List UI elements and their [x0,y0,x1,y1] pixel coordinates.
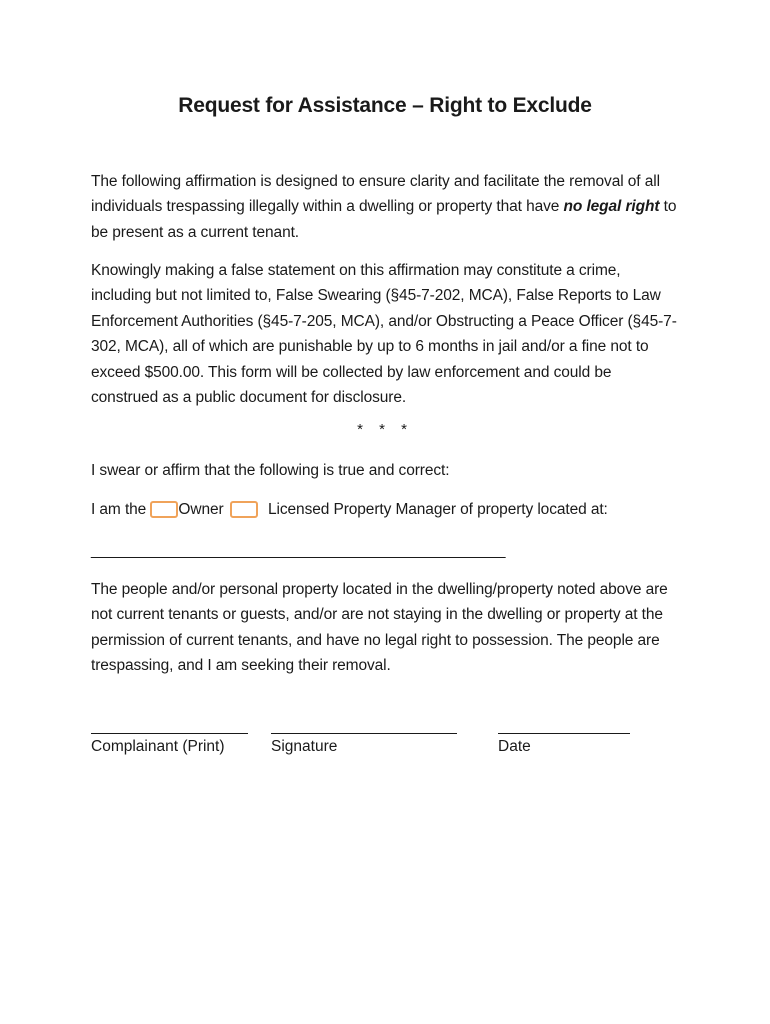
complainant-line[interactable] [91,719,248,734]
signature-label: Signature [271,738,338,755]
intro-paragraph [91,169,681,245]
owner-checkbox[interactable] [150,501,178,518]
document-title: Request for Assistance – Right to Exclude [178,94,592,117]
declaration-paragraph: The people and/or personal property located in the dwelling/property noted above are not current tenants or guests, and/or are not staying in the dwelling or property at the permission of current tenants, and have no legal right to possession. The people are trespassing, and I am seeking their removal. [91,581,668,675]
role-prefix: I am the [91,501,147,518]
date-line[interactable] [498,719,630,734]
signature-line[interactable] [271,719,457,734]
intro-emphasis: no legal right [563,198,660,216]
address-field[interactable]: __________________________________________________________ [91,542,504,559]
section-separator: * * * [357,421,413,438]
warning-paragraph: Knowingly making a false statement on this affirmation may constitute a crime, including but not limited to, False Swearing (§45-7-202, MCA), False Reports to Law Enforcement Authorities (§45-7-205, MCA), and/or Obstructing a Peace Officer (§45-7-302, MCA), all of which are punishable by up to 6 months in jail and/or a fine not to exceed $500.00. This form will be collected by law enforcement and could be construed as a public document for disclosure. [91,262,677,407]
intro-text-before: The following affirmation is designed to ensure clarity and facilitate the removal of all individuals trespassing illegally within a dwelling or property that have [91,173,660,216]
date-label: Date [498,738,531,755]
manager-label: Licensed Property Manager of property located at: [268,501,608,518]
swear-statement: I swear or affirm that the following is true and correct: [91,462,450,479]
complainant-label: Complainant (Print) [91,738,225,755]
owner-label: Owner [178,501,224,518]
manager-checkbox[interactable] [230,501,258,518]
intro-text-after: to be present as a current tenant. [91,198,677,241]
role-selection-row [91,501,608,519]
